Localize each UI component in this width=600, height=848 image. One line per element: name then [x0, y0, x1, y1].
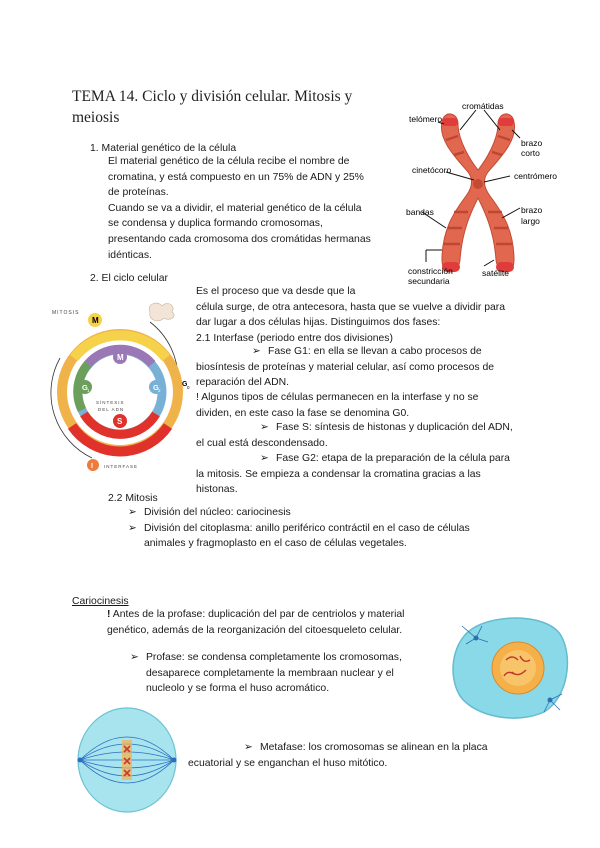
interfase-badge: [87, 459, 99, 471]
arrow-bullet-icon: ➢: [128, 522, 137, 534]
cariocinesis-heading: Cariocinesis: [72, 596, 129, 607]
sintesis-label-2: DEL ADN: [98, 407, 125, 412]
cell-cycle-diagram: [40, 298, 200, 480]
label-constriccion-1: constricción: [408, 266, 453, 276]
arrow-bullet-icon: ➢: [128, 507, 137, 518]
phase-s: ➢ Fase S: síntesis de histonas y duplicación del ADN, el cual está descondensado.: [196, 422, 513, 449]
mitosis-label: MITOSIS: [52, 310, 80, 316]
label-telomero: telómero: [409, 114, 443, 124]
exclamation-mark: !: [107, 609, 111, 620]
svg-text:G: G: [82, 383, 88, 392]
chromosome-figure: [398, 100, 558, 288]
svg-text:2: 2: [158, 388, 161, 393]
antes-profase: ! Antes de la profase: duplicación del par de centriolos y material genético, además de la reorganización del citoesqueleto celular.: [107, 609, 405, 636]
svg-text:G: G: [153, 383, 159, 392]
svg-text:I: I: [91, 463, 93, 470]
label-brazo-corto-2: corto: [521, 148, 540, 158]
label-brazo-corto-1: brazo: [521, 138, 543, 148]
label-brazo-largo-2: largo: [521, 216, 540, 226]
section-2-heading: 2. El ciclo celular: [90, 273, 168, 284]
interfase-label: INTERFASE: [104, 464, 139, 469]
metaphase-cell-figure: [72, 704, 182, 816]
cell-dividing-icon: [149, 303, 174, 321]
label-constriccion-2: secundaria: [408, 276, 450, 286]
sintesis-label-1: SÍNTESIS: [96, 400, 125, 405]
label-cromatidas: cromátidas: [462, 101, 504, 111]
section-1-body: El material genético de la célula recibe el nombre de cromatina, y está compuesto en un 75% de ADN y 25% de proteínas. Cuando se va a dividir, el material genético de la célula se condensa y duplica formando cromosomas, presentando cada cromosoma dos cromátidas hermanas idénticas.: [108, 156, 371, 261]
svg-text:M: M: [92, 316, 99, 325]
chromosome-body: [441, 114, 514, 272]
arrow-bullet-icon: ➢: [260, 422, 269, 433]
label-bandas: bandas: [406, 207, 434, 217]
arrow-bullet-icon: ➢: [252, 346, 261, 357]
section-1-heading: 1. Material genético de la célula: [90, 143, 237, 154]
svg-text:S: S: [117, 417, 123, 426]
profase: ➢ Profase: se condensa completamente los cromosomas, desaparece completamente la membraan nuclear y el nucleolo y se forma el huso acromático.: [130, 652, 402, 695]
label-centromero: centrómero: [514, 171, 557, 181]
svg-text:0: 0: [187, 385, 190, 390]
arrow-bullet-icon: ➢: [244, 742, 253, 753]
svg-text:M: M: [117, 353, 124, 362]
prophase-cell-figure: [448, 612, 574, 724]
cycle-intro: Es el proceso que va desde que la célula surge, de otra antecesora, hasta que se vuelve a dividir para dar lugar a dos células hijas. Distinguimos dos fases: 2.1 Interfase (periodo entre dos divisiones): [196, 286, 506, 344]
arrow-bullet-icon: ➢: [130, 652, 139, 663]
g0-label: G: [182, 381, 188, 388]
mitosis-heading: 2.2 Mitosis: [108, 493, 158, 504]
label-cinetocoro: cinetócoro: [412, 165, 452, 175]
svg-text:1: 1: [87, 388, 90, 393]
mitosis-list: ➢ División del núcleo: cariocinesis ➢ División del citoplasma: anillo periférico contráctil en el caso de células animales y fragmoplasto en el caso de células vegetales.: [128, 507, 470, 550]
metafase: ➢ Metafase: los cromosomas se alinean en la placa ecuatorial y se enganchan el huso mitótico.: [188, 742, 488, 769]
phase-g0-note: ! Algunos tipos de células permanecen en la interfase y no se dividen, en este caso la fase se denomina G0.: [196, 392, 479, 419]
phase-g1: ➢ Fase G1: en ella se llevan a cabo procesos de biosíntesis de proteínas y material celular, así como procesos de reparación del ADN.: [196, 346, 495, 389]
label-brazo-largo-1: brazo: [521, 205, 543, 215]
phase-g2: ➢ Fase G2: etapa de la preparación de la célula para la mitosis. Se empieza a condensar la cromatina gracias a las histonas.: [196, 453, 510, 496]
arrow-bullet-icon: ➢: [260, 453, 269, 464]
page-title: TEMA 14. Ciclo y división celular. Mitosis y meiosis: [72, 88, 353, 126]
label-satelite: satélite: [482, 268, 509, 278]
